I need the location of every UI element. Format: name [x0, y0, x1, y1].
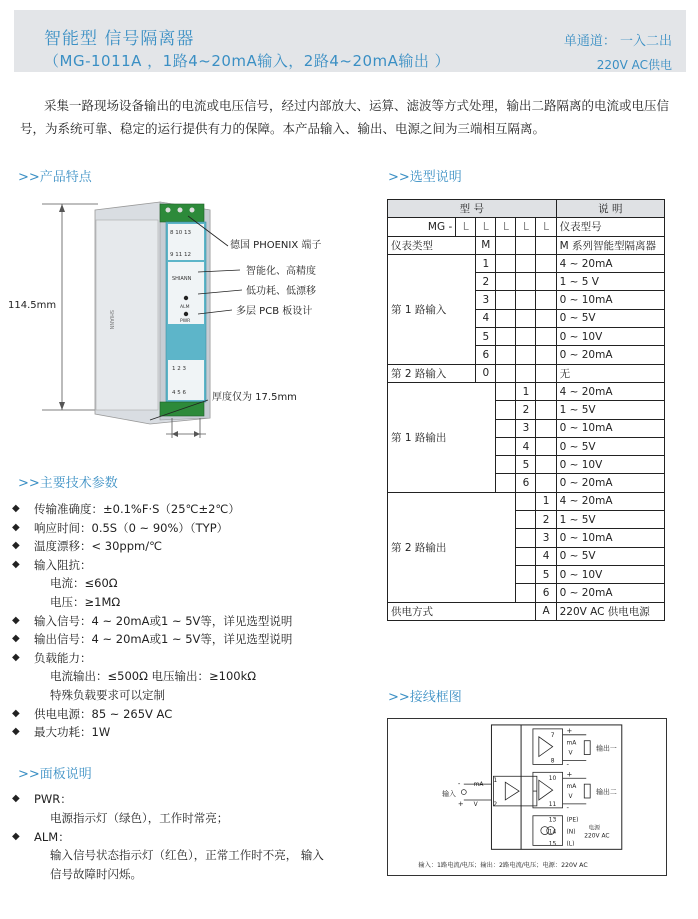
col-model-header: 型 号	[388, 200, 557, 218]
panel-text: 输入信号状态指示灯（红色），正常工作时不亮， 输入	[50, 848, 324, 863]
spec-text: 负载能力：	[34, 650, 92, 665]
diamond-bullet-icon: ◆	[12, 540, 20, 552]
power-code: A	[536, 602, 556, 620]
option-code: 5	[516, 456, 536, 474]
bottom-terminal-numbers-2: 4 5 6	[172, 390, 186, 396]
in2-code: 0	[476, 364, 496, 382]
product-drawing	[0, 190, 360, 450]
terminal-7: 7	[550, 732, 555, 739]
table-row: 仪表类型 M M 系列智能型隔离器	[388, 236, 665, 254]
option-desc: 4 ~ 20mA	[556, 254, 664, 272]
spec-item	[12, 686, 372, 705]
spec-text: 电流输出：≤500Ω 电压输出：≥100kΩ	[50, 669, 257, 684]
mg-prefix: MG -	[388, 218, 456, 236]
option-desc: 0 ~ 20mA	[556, 584, 664, 602]
spec-text: 电流：≤60Ω	[50, 576, 118, 591]
terminal-2: 2	[493, 801, 498, 808]
terminal-13: 13	[548, 817, 557, 824]
product-title: 智能型 信号隔离器	[44, 29, 195, 49]
power-label: 供电方式	[388, 602, 536, 620]
panel-item	[12, 828, 372, 847]
diamond-bullet-icon: ◆	[12, 707, 20, 719]
top-terminal-numbers: 8 10 13	[170, 230, 191, 236]
out1-ma: mA	[566, 740, 577, 747]
spec-item	[12, 500, 372, 519]
table-row	[388, 382, 665, 400]
terminal-14: 14	[548, 829, 557, 836]
spec-item	[12, 537, 372, 556]
option-code: 5	[476, 328, 496, 346]
power-pe: (PE)	[566, 817, 579, 824]
device-brand: SHIANN	[172, 276, 192, 282]
power-l: (L)	[566, 841, 575, 848]
spec-item	[12, 705, 372, 724]
callout-thickness: 厚度仅为 17.5mm	[212, 392, 297, 403]
spec-item	[12, 574, 372, 593]
panel-text: ALM：	[34, 829, 70, 844]
out2-minus: -	[566, 803, 569, 812]
out1-plus: +	[566, 726, 573, 735]
in2-desc: 无	[556, 364, 664, 382]
option-code: 2	[516, 401, 536, 419]
panel-text: 信号故障时闪烁。	[50, 867, 142, 882]
wiring-heading: >>接线框图	[388, 690, 462, 705]
option-desc: 0 ~ 20mA	[556, 474, 664, 492]
product-subtitle: （MG-1011A ，1路4~20mA输入，2路4~20mA输出 ）	[44, 52, 451, 70]
option-desc: 0 ~ 5V	[556, 309, 664, 327]
spec-text: 传输准确度：±0.1%F·S（25℃±2℃）	[34, 502, 240, 516]
group-label: 第 2 路输出	[388, 492, 516, 602]
option-desc: 1 ~ 5V	[556, 511, 664, 529]
in2-label: 第 2 路输入	[388, 364, 476, 382]
panel-item	[12, 809, 372, 828]
wiring-in-plus: +	[457, 799, 464, 808]
selection-heading: >>选型说明	[388, 170, 462, 185]
panel-item	[12, 846, 372, 865]
power-desc: 220V AC 供电电源	[556, 602, 664, 620]
option-desc: 0 ~ 10mA	[556, 419, 664, 437]
spec-text: 温度漂移：< 30ppm/℃	[34, 539, 163, 554]
spec-item	[12, 593, 372, 612]
option-code: 1	[476, 254, 496, 272]
spec-text: 供电电源：85 ~ 265V AC	[34, 706, 173, 721]
diamond-bullet-icon: ◆	[12, 633, 20, 645]
option-desc: 0 ~ 5V	[556, 547, 664, 565]
col-desc-header: 说 明	[556, 200, 664, 218]
type-desc: M 系列智能型隔离器	[556, 236, 664, 254]
out2-plus: +	[566, 770, 573, 779]
option-desc: 1 ~ 5V	[556, 401, 664, 419]
option-code: 2	[476, 273, 496, 291]
diamond-bullet-icon: ◆	[12, 558, 20, 570]
table-row	[388, 492, 665, 510]
option-code: 6	[476, 346, 496, 364]
diamond-bullet-icon: ◆	[12, 614, 20, 626]
panel-text: 电源指示灯（绿色），工作时常亮；	[50, 810, 229, 825]
out1-minus: -	[566, 760, 569, 769]
power-value: 220V AC	[584, 833, 610, 840]
power-info: 220V AC供电	[596, 58, 672, 72]
option-desc: 0 ~ 10mA	[556, 529, 664, 547]
out1-label: 输出一	[596, 744, 617, 753]
option-code: 1	[516, 382, 536, 400]
panel-heading: >>面板说明	[18, 767, 92, 782]
option-desc: 0 ~ 10V	[556, 456, 664, 474]
callout-lowpower: 低功耗、低漂移	[246, 286, 316, 297]
callout-phoenix: 德国 PHOENIX 端子	[230, 240, 322, 251]
terminal-15: 15	[548, 841, 557, 848]
diamond-bullet-icon: ◆	[12, 503, 20, 514]
panel-item	[12, 865, 372, 884]
spec-item	[12, 519, 372, 538]
height-dimension: 114.5mm	[8, 300, 57, 311]
spec-text: 输入信号：4 ~ 20mA或1 ~ 5V等，详见选型说明	[34, 613, 293, 628]
slot-3: L	[496, 218, 516, 236]
callout-pcb: 多层 PCB 板设计	[236, 306, 313, 317]
channel-info: 单通道： 一入二出	[563, 34, 672, 49]
option-code: 6	[516, 474, 536, 492]
group-label: 第 1 路输入	[388, 254, 476, 364]
diamond-bullet-icon: ◆	[12, 726, 20, 738]
wiring-in-v: V	[473, 801, 478, 808]
mg-desc: 仪表型号	[556, 218, 664, 236]
terminal-11: 11	[548, 801, 557, 808]
option-desc: 0 ~ 10mA	[556, 291, 664, 309]
option-code: 2	[536, 511, 556, 529]
option-code: 3	[476, 291, 496, 309]
wiring-diagram	[387, 718, 667, 876]
diamond-bullet-icon: ◆	[12, 793, 20, 804]
spec-item	[12, 723, 372, 742]
top-terminal-numbers-2: 9 11 12	[170, 252, 191, 258]
out2-ma: mA	[566, 784, 577, 791]
option-code: 4	[536, 547, 556, 565]
power-name: 电源	[588, 825, 601, 832]
panel-list	[12, 790, 372, 884]
wiring-caption: 输入：1路电流/电压；输出：2路电流/电压；电源：220V AC	[418, 862, 588, 870]
option-desc: 0 ~ 20mA	[556, 346, 664, 364]
wiring-in-minus: -	[457, 780, 461, 789]
option-code: 6	[536, 584, 556, 602]
diamond-bullet-icon: ◆	[12, 521, 20, 533]
option-code: 4	[516, 437, 536, 455]
slot-1: L	[456, 218, 476, 236]
table-row	[388, 254, 665, 272]
type-label: 仪表类型	[388, 236, 476, 254]
option-desc: 0 ~ 10V	[556, 565, 664, 583]
slot-5: L	[536, 218, 556, 236]
spec-text: 特殊负载要求可以定制	[50, 687, 165, 702]
power-n: (N)	[566, 829, 576, 836]
option-code: 3	[536, 529, 556, 547]
table-row	[388, 602, 665, 620]
pwr-led-label: PWR	[180, 319, 191, 324]
spec-item	[12, 612, 372, 631]
intro-paragraph: 采集一路现场设备输出的电流或电压信号，经过内部放大、运算、滤波等方式处理，输出二路隔离的电流或电压信号，为系统可靠、稳定的运行提供有力的保障。本产品输入、输出、电源之间为三端相互隔离。	[20, 98, 670, 136]
option-desc: 4 ~ 20mA	[556, 382, 664, 400]
header-banner	[14, 10, 686, 72]
panel-item	[12, 790, 372, 809]
panel-text: PWR：	[34, 792, 72, 806]
slot-2: L	[476, 218, 496, 236]
option-desc: 4 ~ 20mA	[556, 492, 664, 510]
features-heading: >>产品特点	[18, 170, 92, 185]
out2-label: 输出二	[596, 788, 617, 797]
bottom-terminal-numbers: 1 2 3	[172, 366, 186, 372]
option-code: 3	[516, 419, 536, 437]
terminal-1: 1	[493, 778, 498, 785]
table-row	[388, 364, 665, 382]
alm-led-label: ALM	[180, 305, 190, 310]
table-header-row	[388, 200, 665, 218]
terminal-8: 8	[550, 758, 555, 765]
group-label: 第 1 路输出	[388, 382, 496, 492]
spec-text: 输入阻抗：	[34, 557, 92, 572]
wiring-in-ma: mA	[473, 782, 484, 789]
slot-4: L	[516, 218, 536, 236]
option-desc: 0 ~ 10V	[556, 328, 664, 346]
spec-item	[12, 630, 372, 649]
table-row	[388, 218, 665, 236]
option-desc: 1 ~ 5 V	[556, 273, 664, 291]
option-desc: 0 ~ 5V	[556, 437, 664, 455]
out2-v: V	[568, 793, 573, 800]
spec-item	[12, 556, 372, 575]
specs-heading: >>主要技术参数	[18, 476, 118, 491]
option-code: 4	[476, 309, 496, 327]
callout-smart: 智能化、高精度	[246, 266, 316, 277]
wiring-input-label: 输入	[442, 790, 456, 799]
option-code: 1	[536, 492, 556, 510]
option-code: 5	[536, 565, 556, 583]
selection-table	[387, 199, 665, 621]
spec-text: 响应时间：0.5S（0 ~ 90%）（TYP）	[34, 520, 229, 535]
spec-item	[12, 649, 372, 668]
diamond-bullet-icon: ◆	[12, 651, 20, 663]
spec-text: 电压：≥1MΩ	[50, 594, 121, 609]
side-label: SHIANN	[108, 310, 114, 330]
spec-text: 输出信号：4 ~ 20mA或1 ~ 5V等，详见选型说明	[34, 632, 293, 647]
terminal-10: 10	[548, 776, 557, 783]
out1-v: V	[568, 750, 573, 757]
specs-list	[12, 500, 372, 742]
spec-item	[12, 667, 372, 686]
spec-text: 最大功耗：1W	[34, 725, 111, 740]
diamond-bullet-icon: ◆	[12, 830, 20, 842]
